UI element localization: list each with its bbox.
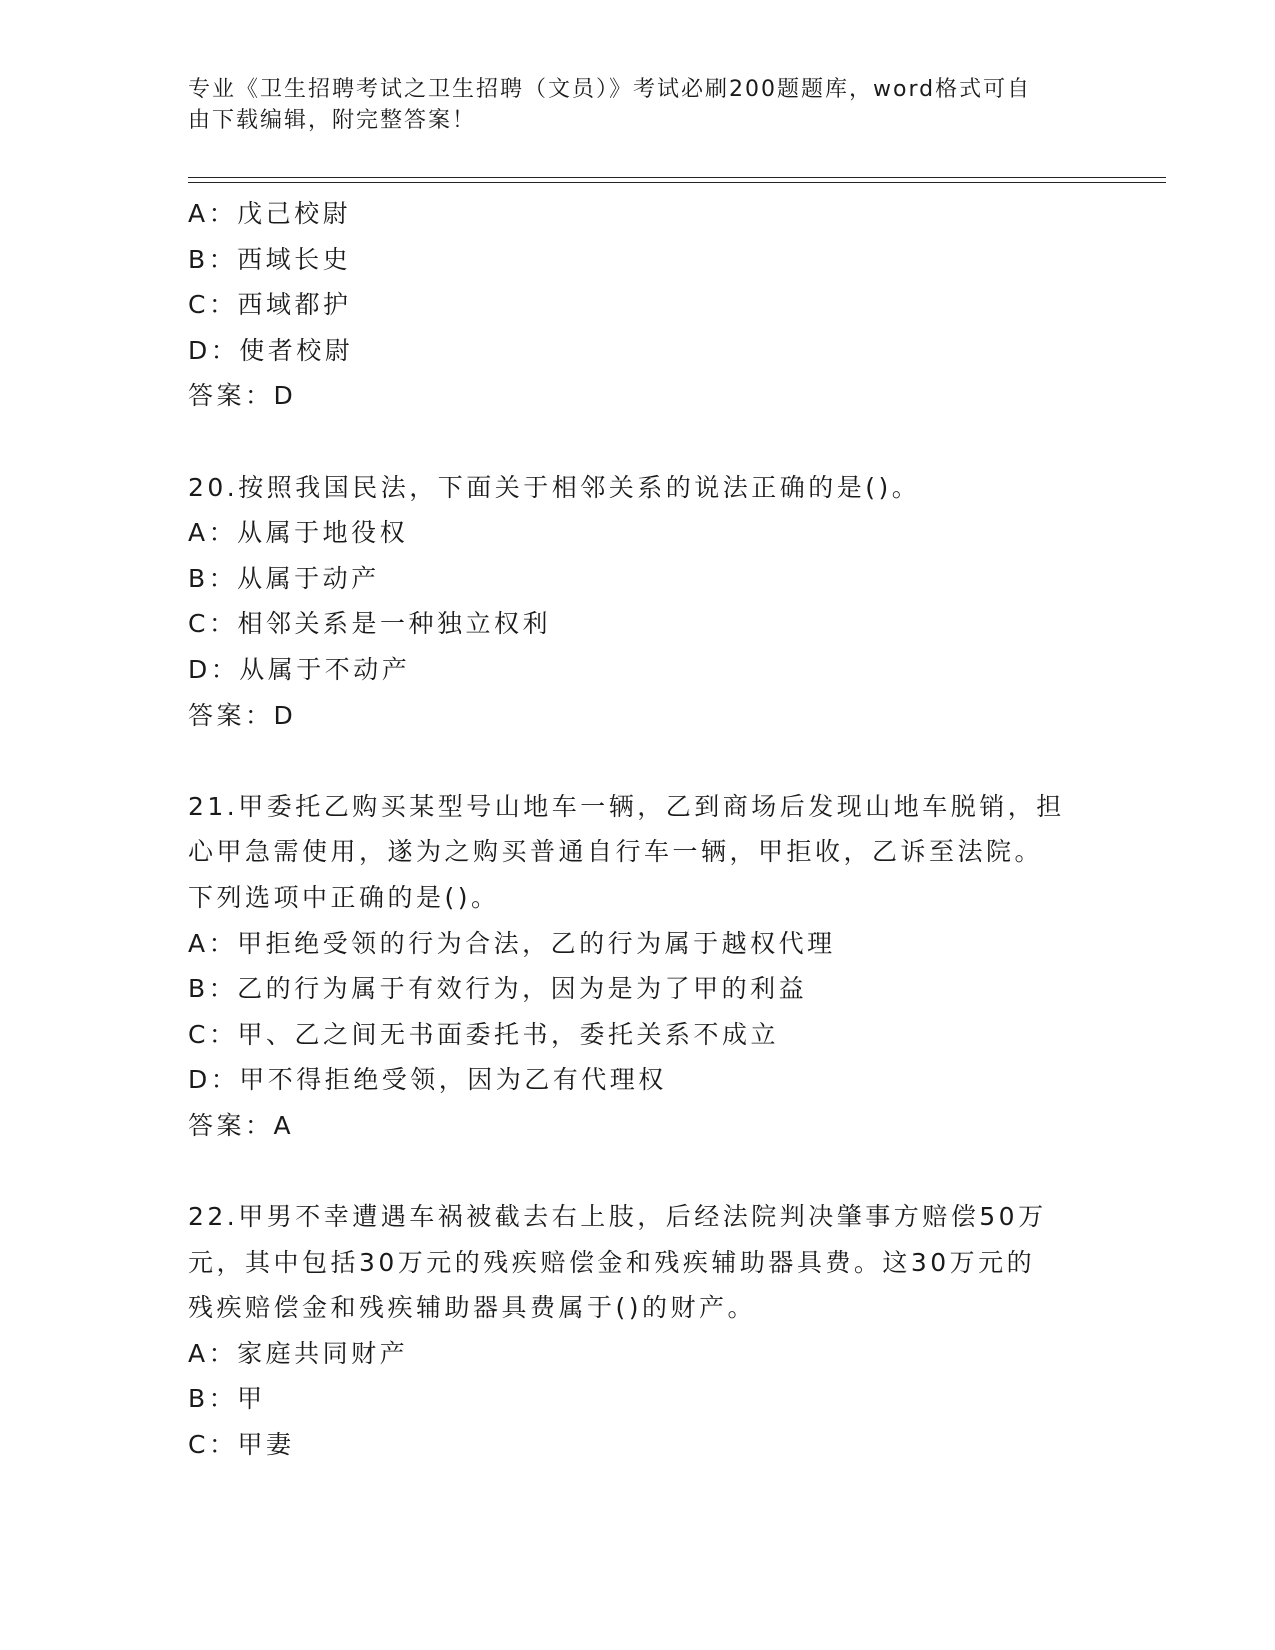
question-text: 21.甲委托乙购买某型号山地车一辆，乙到商场后发现山地车脱销，担 bbox=[188, 791, 1065, 821]
option-c: C：西域都护 bbox=[188, 290, 352, 320]
header-line-1: 专业《卫生招聘考试之卫生招聘（文员）》考试必刷200题题库，word格式可自 bbox=[188, 77, 1032, 102]
option-b: B：乙的行为属于有效行为，因为是为了甲的利益 bbox=[188, 974, 808, 1004]
option-a: A：家庭共同财产 bbox=[188, 1338, 409, 1368]
option-c: C：甲、乙之间无书面委托书，委托关系不成立 bbox=[188, 1019, 779, 1049]
option-b: B：从属于动产 bbox=[188, 563, 380, 593]
header-divider-bottom bbox=[188, 182, 1166, 183]
spacer bbox=[188, 1148, 1088, 1194]
question-list bbox=[188, 191, 1088, 1468]
question-21 bbox=[188, 784, 1088, 1149]
option-a: A：戊己校尉 bbox=[188, 199, 352, 228]
option-a: A：从属于地役权 bbox=[188, 518, 409, 548]
option-a: A：甲拒绝受领的行为合法，乙的行为属于越权代理 bbox=[188, 928, 836, 958]
answer-line: 答案：D bbox=[188, 700, 297, 730]
spacer bbox=[188, 738, 1088, 784]
option-b: B：西域长史 bbox=[188, 244, 352, 274]
question-22 bbox=[188, 1194, 1088, 1468]
page-header bbox=[188, 74, 1068, 136]
question-text: 心甲急需使用，遂为之购买普通自行车一辆，甲拒收，乙诉至法院。 bbox=[188, 837, 1044, 867]
spacer bbox=[188, 419, 1088, 465]
answer-line: 答案：D bbox=[188, 381, 297, 411]
answer-line: 答案：A bbox=[188, 1110, 295, 1140]
question-text: 下列选项中正确的是()。 bbox=[188, 882, 500, 912]
question-text: 元，其中包括30万元的残疾赔偿金和残疾辅助器具费。这30万元的 bbox=[188, 1247, 1036, 1277]
option-c: C：甲妻 bbox=[188, 1430, 295, 1460]
header-line-2: 由下载编辑，附完整答案！ bbox=[188, 108, 477, 133]
header-divider-top bbox=[188, 177, 1166, 178]
question-text: 残疾赔偿金和残疾辅助器具费属于()的财产。 bbox=[188, 1293, 757, 1323]
option-d: D：甲不得拒绝受领，因为乙有代理权 bbox=[188, 1065, 667, 1095]
question-text: 20.按照我国民法，下面关于相邻关系的说法正确的是()。 bbox=[188, 472, 921, 502]
option-d: D：使者校尉 bbox=[188, 335, 354, 365]
question-text: 22.甲男不幸遭遇车祸被截去右上肢，后经法院判决肇事方赔偿50万 bbox=[188, 1202, 1047, 1232]
option-c: C：相邻关系是一种独立权利 bbox=[188, 609, 551, 639]
question-19 bbox=[188, 191, 1088, 419]
question-20 bbox=[188, 465, 1088, 739]
option-b: B：甲 bbox=[188, 1384, 266, 1414]
option-d: D：从属于不动产 bbox=[188, 654, 411, 684]
